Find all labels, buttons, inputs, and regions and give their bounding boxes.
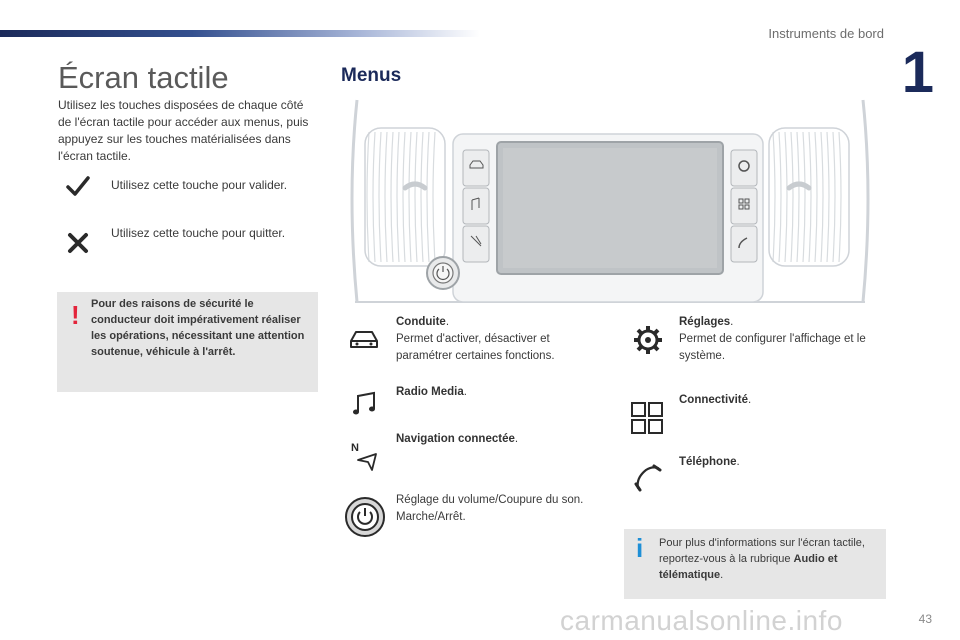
info-text-main: Pour plus d'informations sur l'écran tactile, reportez-vous à la rubrique xyxy=(659,537,865,565)
warning-icon: ! xyxy=(71,300,80,330)
reglages-description: Permet de configurer l'affichage et le système. xyxy=(679,333,866,362)
volume-description: Réglage du volume/Coupure du son. Marche/Arrêt. xyxy=(396,494,584,523)
gear-icon xyxy=(632,324,664,356)
intro-paragraph: Utilisez les touches disposées de chaque côté de l'écran tactile pour accéder aux menus, puis appuyez sur les touches matérialisées dans l'écran tactile. xyxy=(58,98,309,163)
menu-connectivite: Connectivité. xyxy=(679,394,752,406)
warning-box xyxy=(57,292,318,392)
car-icon xyxy=(348,327,380,351)
info-icon: i xyxy=(636,533,644,563)
menu-conduite: Conduite. Permet d'activer, désactiver et paramétrer certaines fonctions. xyxy=(396,316,555,362)
menus-title: Menus xyxy=(341,65,402,86)
validate-text: Utilisez cette touche pour valider. xyxy=(111,178,288,192)
music-note-icon xyxy=(350,390,378,418)
dashboard-illustration xyxy=(345,96,875,306)
conduite-label: Conduite xyxy=(396,316,446,328)
conduite-description: Permet d'activer, désactiver et paramétrer certaines fonctions. xyxy=(396,333,555,362)
power-knob-icon xyxy=(344,496,386,538)
connectivite-label: Connectivité xyxy=(679,394,749,406)
reglages-label: Réglages xyxy=(679,316,731,328)
menu-telephone: Téléphone. xyxy=(679,456,740,468)
navigation-label: Navigation connectée xyxy=(396,433,515,445)
info-box xyxy=(624,529,886,599)
grid-icon xyxy=(630,401,664,435)
telephone-label: Téléphone xyxy=(679,456,737,468)
phone-icon xyxy=(634,464,662,492)
menu-radio-media: Radio Media. xyxy=(396,386,467,398)
check-icon xyxy=(66,176,90,196)
header-gradient-bar xyxy=(0,30,480,37)
menu-reglages: Réglages. Permet de configurer l'affichage et le système. xyxy=(679,316,866,362)
info-text: Pour plus d'informations sur l'écran tactile, reportez-vous à la rubrique Audio et télématique. xyxy=(659,537,865,581)
info-link-audio: Audio et télématique xyxy=(659,553,838,581)
warning-text: Pour des raisons de sécurité le conducteur doit impérativement réaliser les opérations, nécessitant une attention soutenue, véhicule à l'arrêt. xyxy=(91,298,305,358)
chapter-number: 1 xyxy=(901,40,934,105)
svg-text:N: N xyxy=(351,442,359,454)
page-title: Écran tactile xyxy=(58,60,229,95)
menu-navigation: Navigation connectée. xyxy=(396,433,519,445)
quit-text: Utilisez cette touche pour quitter. xyxy=(111,226,286,240)
watermark: carmanualsonline.info xyxy=(560,605,843,636)
radio-media-label: Radio Media xyxy=(396,386,464,398)
navigation-icon xyxy=(350,440,380,472)
page-number: 43 xyxy=(918,612,932,626)
cross-icon xyxy=(67,232,89,254)
section-header: Instruments de bord xyxy=(768,26,884,41)
